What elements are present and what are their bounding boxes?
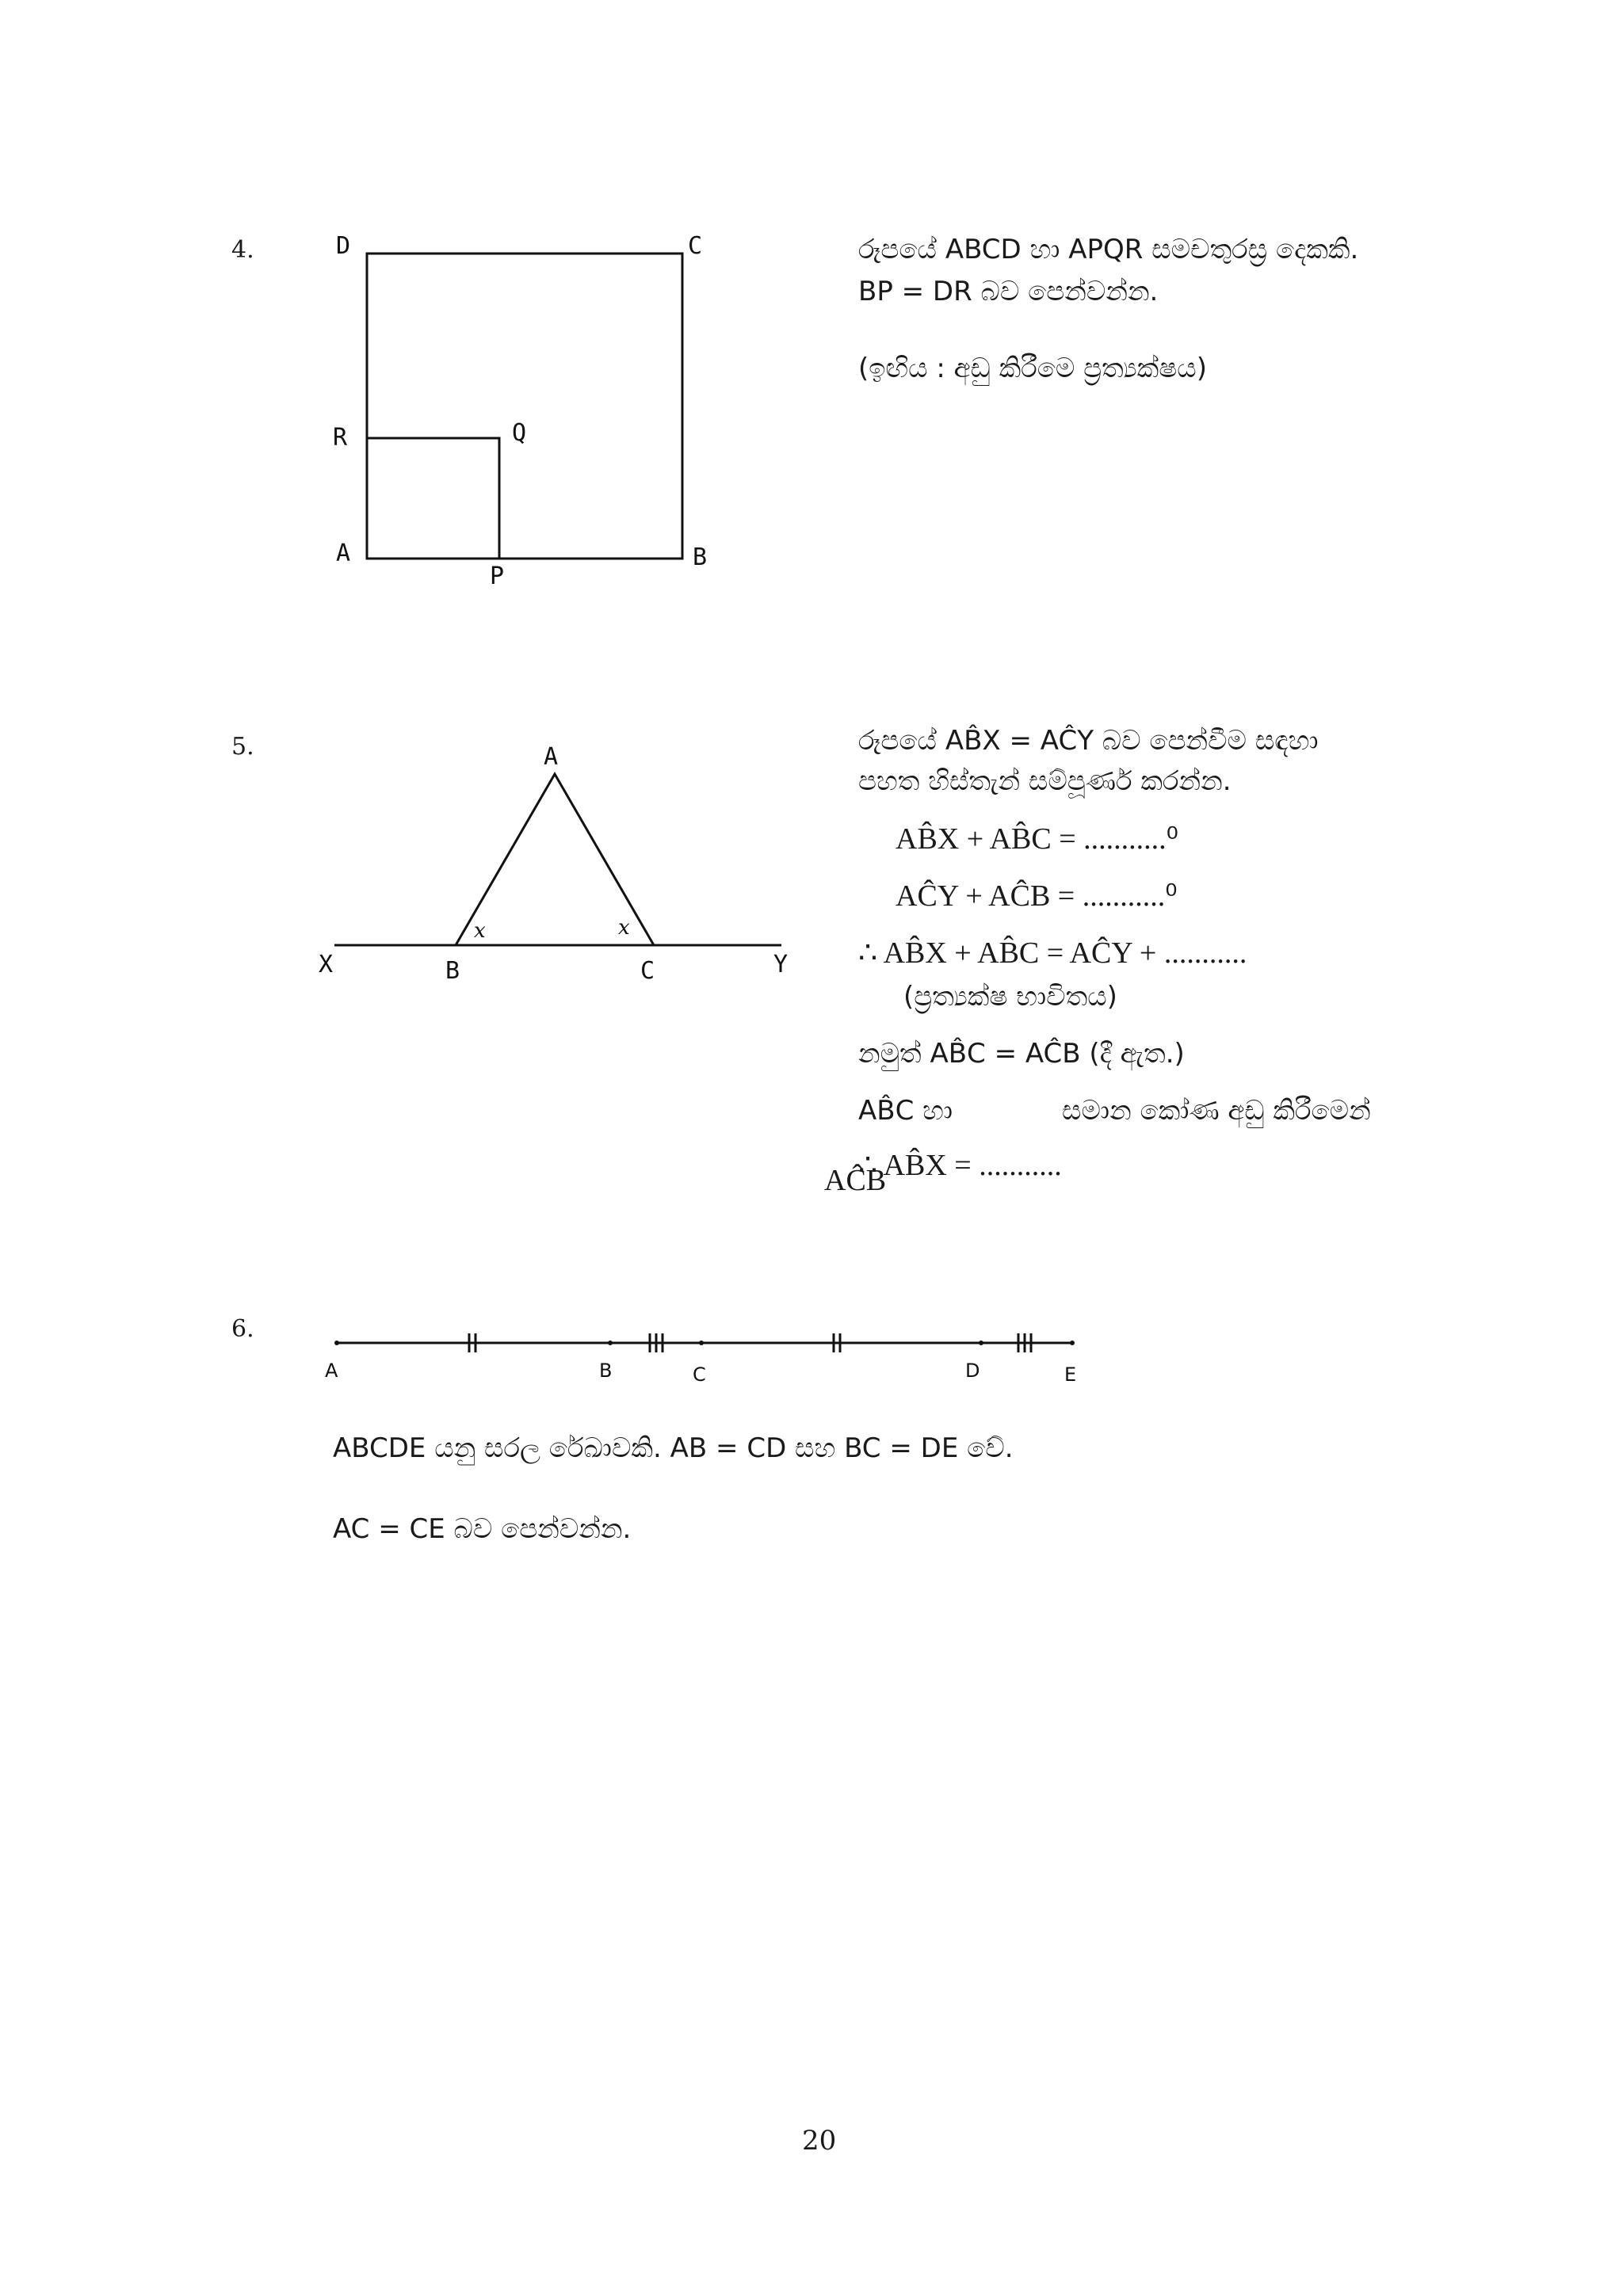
square-apqr [367, 438, 499, 559]
equation-2: AĈY + AĈB = ...........⁰ [896, 879, 1178, 913]
label-d: D [336, 232, 351, 260]
equation-3: ∴ AB̂X + AB̂C = AĈY + ........... [858, 936, 1247, 970]
point-b [608, 1341, 613, 1345]
label-b: B [599, 1360, 613, 1382]
label-c: C [688, 232, 703, 260]
equation-4: ∴ AB̂X = ........... [858, 1149, 1062, 1182]
q5-subtract-end: සමාන කෝණ අඩු කිරීමෙන් [1062, 1095, 1371, 1127]
q4-hint: (ඉඟිය : අඩු කිරීමෙ ප්‍රත්‍යක්ෂය) [858, 353, 1208, 384]
label-x: X [319, 951, 334, 978]
q5-given: නමුත් AB̂C = AĈB (දී ඇත.) [858, 1038, 1185, 1070]
label-a: A [325, 1360, 338, 1382]
page-number: 20 [802, 2125, 837, 2157]
label-r: R [333, 424, 348, 452]
label-d: D [965, 1360, 980, 1382]
label-b: B [693, 543, 708, 571]
q6-statement: ABCDE යනු සරල රේඛාවකි. AB = CD සහ BC = DE වේ. [333, 1432, 1014, 1464]
angle-acb: AĈB [824, 1164, 887, 1197]
angle-mark-x-c: x [618, 916, 630, 940]
square-abcd [367, 254, 682, 559]
label-a: A [544, 743, 559, 771]
label-b: B [445, 957, 460, 985]
point-a [334, 1341, 339, 1345]
question-number-6: 6. [231, 1315, 254, 1343]
label-a: A [336, 540, 351, 567]
q4-statement: රූපයේ ABCD හා APQR සමචතුරස්‍ර දෙකකි. [858, 234, 1359, 265]
q4-task: BP = DR බව පෙන්වන්න. [858, 276, 1159, 307]
q5-subtract-start: AB̂C හා [858, 1095, 953, 1127]
question-number-4: 4. [231, 236, 254, 264]
square-diagram [317, 230, 745, 594]
label-e: E [1064, 1363, 1077, 1386]
q5-statement: රූපයේ AB̂X = AĈY බව පෙන්වීම සඳහා [858, 725, 1319, 757]
equation-1: AB̂X + AB̂C = ...........⁰ [896, 822, 1178, 856]
label-y: Y [773, 951, 789, 978]
triangle-diagram [309, 733, 816, 986]
label-c: C [693, 1363, 706, 1386]
point-e [1070, 1341, 1075, 1345]
q6-task: AC = CE බව පෙන්වන්න. [333, 1513, 632, 1545]
label-c: C [640, 957, 655, 985]
angle-mark-x-b: x [474, 919, 486, 943]
question-number-5: 5. [231, 733, 254, 761]
equation-3-note: (ප්‍රත්‍යක්ෂ භාවිතය) [903, 981, 1117, 1013]
label-q: Q [512, 419, 527, 447]
point-d [979, 1341, 983, 1345]
q5-instruction: පහත හිස්තැන් සම්පූර්ණ කරන්න. [858, 765, 1232, 797]
label-p: P [490, 563, 505, 590]
point-c [699, 1341, 704, 1345]
line-segment-diagram [317, 1315, 1094, 1386]
